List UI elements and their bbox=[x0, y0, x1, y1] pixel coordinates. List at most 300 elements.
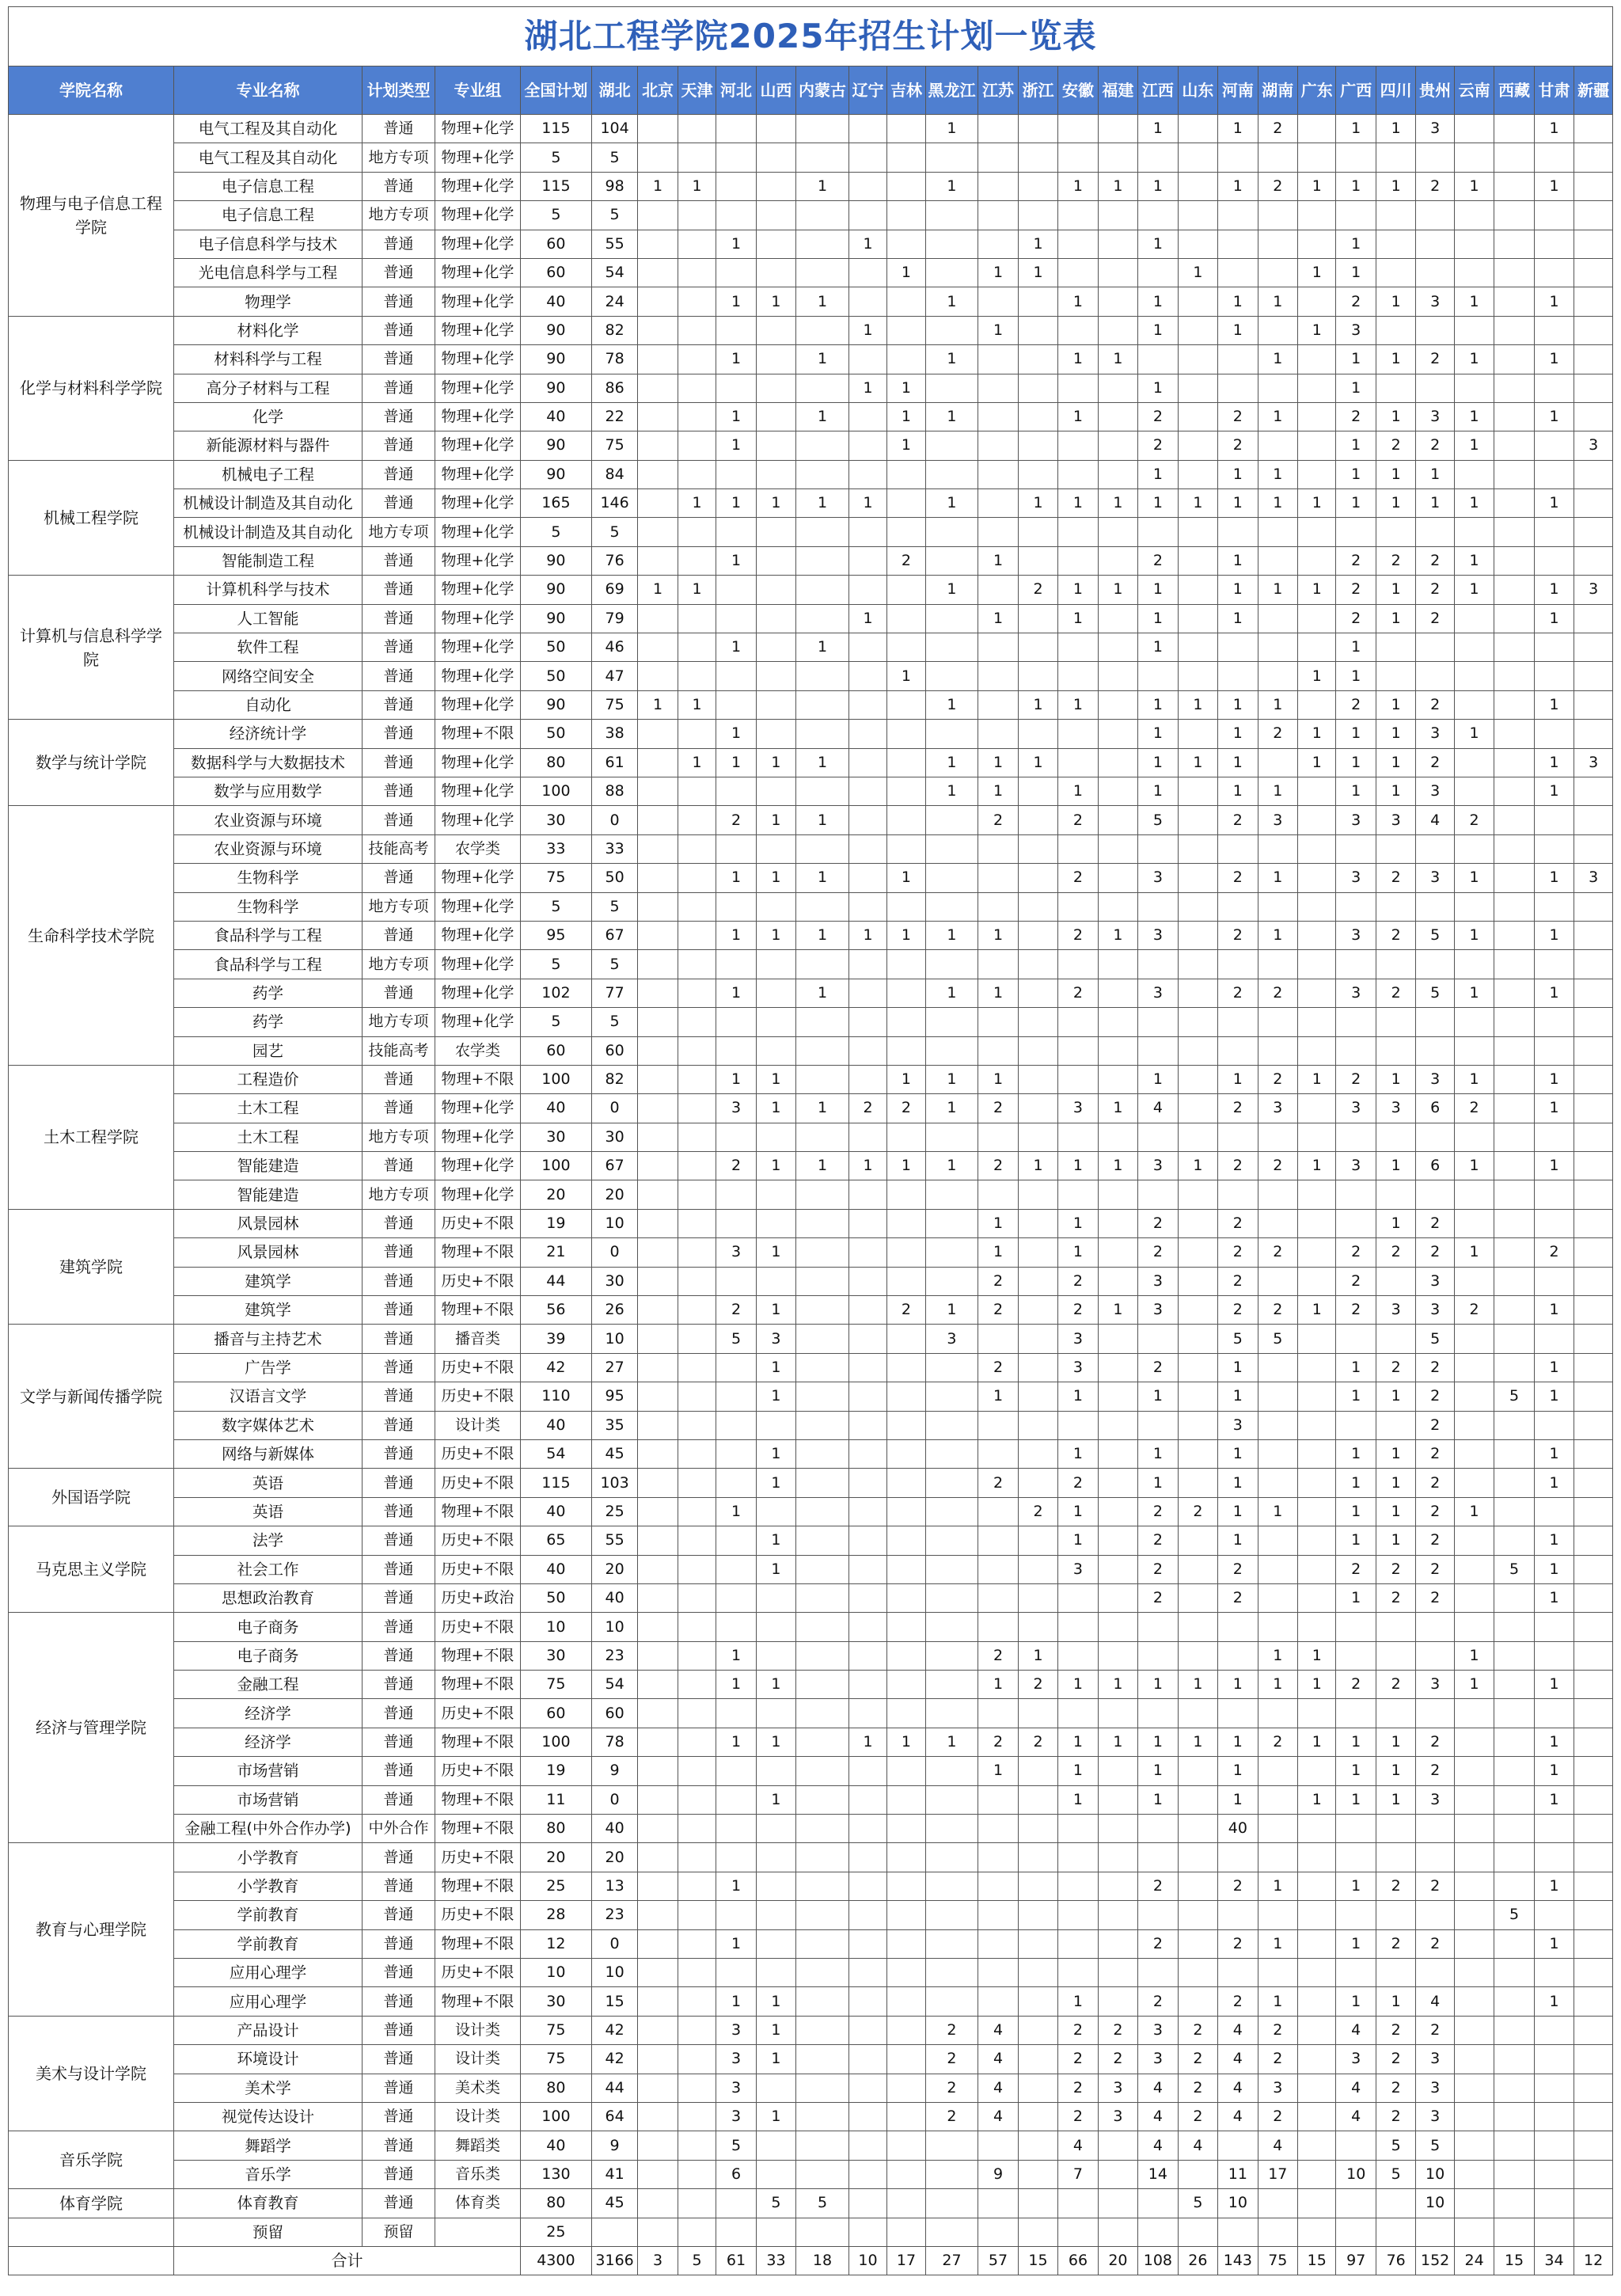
province-quota bbox=[716, 1353, 756, 1382]
province-quota bbox=[1416, 2218, 1454, 2246]
province-quota bbox=[1574, 1785, 1613, 1814]
province-quota bbox=[925, 1036, 978, 1065]
province-quota bbox=[1574, 1469, 1613, 1497]
province-quota bbox=[1494, 258, 1534, 287]
national-plan: 100 bbox=[520, 1728, 591, 1756]
province-quota bbox=[1574, 1555, 1613, 1583]
province-quota: 67 bbox=[591, 921, 638, 949]
province-quota bbox=[1574, 777, 1613, 805]
province-quota: 1 bbox=[1376, 1728, 1415, 1756]
province-quota bbox=[638, 1757, 678, 1785]
province-quota bbox=[978, 950, 1018, 979]
province-quota: 3 bbox=[1138, 1152, 1178, 1180]
province-quota: 10 bbox=[1336, 2160, 1376, 2188]
plan-type: 普通 bbox=[363, 576, 435, 604]
plan-type: 普通 bbox=[363, 431, 435, 460]
province-quota bbox=[1376, 1815, 1415, 1843]
province-quota bbox=[1494, 950, 1534, 979]
province-quota bbox=[1258, 1123, 1297, 1151]
province-quota: 1 bbox=[796, 489, 849, 518]
province-quota bbox=[678, 1411, 716, 1439]
province-quota: 103 bbox=[591, 1469, 638, 1497]
province-quota bbox=[978, 662, 1018, 690]
province-quota: 1 bbox=[1298, 1065, 1336, 1093]
province-quota: 1 bbox=[1258, 1929, 1297, 1958]
province-quota bbox=[638, 1815, 678, 1843]
subject-group: 历史+不限 bbox=[435, 1209, 520, 1237]
major-name: 网络空间安全 bbox=[173, 662, 362, 690]
major-name: 电子商务 bbox=[173, 1641, 362, 1670]
province-quota: 55 bbox=[591, 230, 638, 258]
province-quota bbox=[756, 1872, 795, 1900]
national-plan: 90 bbox=[520, 690, 591, 719]
table-row bbox=[9, 374, 1613, 402]
province-quota bbox=[1138, 834, 1178, 863]
province-quota bbox=[1416, 518, 1454, 546]
province-quota: 82 bbox=[591, 316, 638, 344]
table-row bbox=[9, 1641, 1613, 1670]
province-quota bbox=[638, 1123, 678, 1151]
province-quota: 3 bbox=[1416, 115, 1454, 143]
province-quota bbox=[796, 1382, 849, 1411]
province-quota: 1 bbox=[1098, 345, 1137, 374]
province-quota bbox=[848, 1036, 886, 1065]
national-plan: 90 bbox=[520, 604, 591, 633]
table-row bbox=[9, 1785, 1613, 1814]
province-quota bbox=[1218, 633, 1258, 662]
province-quota bbox=[1416, 834, 1454, 863]
province-quota: 3 bbox=[1416, 1267, 1454, 1295]
province-quota bbox=[1534, 806, 1574, 834]
province-quota bbox=[848, 748, 886, 777]
province-quota bbox=[1534, 1497, 1574, 1526]
province-quota bbox=[756, 1843, 795, 1872]
province-quota bbox=[1258, 1699, 1297, 1728]
plan-type: 普通 bbox=[363, 374, 435, 402]
province-quota bbox=[1218, 1180, 1258, 1209]
province-quota: 1 bbox=[1098, 576, 1137, 604]
province-quota bbox=[1298, 1699, 1336, 1728]
province-quota bbox=[638, 402, 678, 431]
total-value: 3166 bbox=[591, 2246, 638, 2275]
province-quota: 5 bbox=[591, 892, 638, 921]
province-quota: 6 bbox=[1416, 1152, 1454, 1180]
major-name: 金融工程 bbox=[173, 1671, 362, 1699]
province-quota: 1 bbox=[1218, 460, 1258, 488]
province-quota: 1 bbox=[1534, 1757, 1574, 1785]
province-quota bbox=[1018, 1382, 1057, 1411]
province-quota: 1 bbox=[1018, 230, 1057, 258]
province-quota: 79 bbox=[591, 604, 638, 633]
province-quota bbox=[678, 1671, 716, 1699]
province-quota bbox=[925, 1353, 978, 1382]
province-quota bbox=[1218, 201, 1258, 230]
plan-type: 普通 bbox=[363, 1526, 435, 1555]
province-quota bbox=[1258, 1757, 1297, 1785]
province-quota bbox=[887, 518, 925, 546]
province-quota: 1 bbox=[925, 489, 978, 518]
province-quota bbox=[1098, 1123, 1137, 1151]
province-quota bbox=[1138, 892, 1178, 921]
province-quota: 1 bbox=[1138, 1757, 1178, 1785]
province-quota bbox=[925, 633, 978, 662]
province-quota: 1 bbox=[925, 1065, 978, 1093]
province-quota: 2 bbox=[1336, 546, 1376, 575]
province-quota: 1 bbox=[1376, 1439, 1415, 1468]
province-quota: 3 bbox=[1218, 1411, 1258, 1439]
province-quota bbox=[1018, 1901, 1057, 1929]
province-quota bbox=[1494, 1469, 1534, 1497]
province-quota: 1 bbox=[925, 402, 978, 431]
province-quota bbox=[1178, 1699, 1217, 1728]
national-plan: 30 bbox=[520, 1123, 591, 1151]
province-quota: 1 bbox=[756, 287, 795, 316]
province-quota bbox=[1574, 1526, 1613, 1555]
province-quota bbox=[1098, 431, 1137, 460]
province-quota bbox=[1298, 1843, 1336, 1872]
province-quota: 2 bbox=[887, 1094, 925, 1123]
province-quota: 3 bbox=[1058, 1555, 1098, 1583]
province-quota bbox=[978, 2189, 1018, 2218]
province-quota bbox=[1098, 1815, 1137, 1843]
province-quota: 1 bbox=[1058, 1671, 1098, 1699]
province-quota: 1 bbox=[1376, 777, 1415, 805]
province-quota bbox=[1058, 1959, 1098, 1987]
province-quota: 3 bbox=[716, 2045, 756, 2074]
province-quota bbox=[1258, 374, 1297, 402]
province-quota bbox=[716, 1815, 756, 1843]
province-quota bbox=[1258, 258, 1297, 287]
major-name: 广告学 bbox=[173, 1353, 362, 1382]
province-quota bbox=[1298, 345, 1336, 374]
province-quota bbox=[1454, 1785, 1494, 1814]
province-quota: 1 bbox=[925, 748, 978, 777]
province-quota bbox=[887, 2131, 925, 2160]
subject-group: 物理+不限 bbox=[435, 1987, 520, 2016]
province-quota: 3 bbox=[1376, 1296, 1415, 1325]
table-row bbox=[9, 1469, 1613, 1497]
college-name: 土木工程学院 bbox=[9, 1065, 174, 1209]
province-quota: 1 bbox=[1218, 1469, 1258, 1497]
national-plan: 11 bbox=[520, 1785, 591, 1814]
province-quota: 9 bbox=[591, 1757, 638, 1785]
province-quota: 2 bbox=[1218, 1872, 1258, 1900]
province-quota bbox=[638, 287, 678, 316]
province-quota bbox=[978, 1583, 1018, 1612]
province-quota: 1 bbox=[796, 921, 849, 949]
major-name: 药学 bbox=[173, 979, 362, 1007]
province-quota: 1 bbox=[887, 258, 925, 287]
province-quota bbox=[1298, 1613, 1336, 1641]
subject-group: 农学类 bbox=[435, 834, 520, 863]
province-quota bbox=[887, 1497, 925, 1526]
national-plan: 40 bbox=[520, 1497, 591, 1526]
province-quota bbox=[978, 864, 1018, 892]
province-quota bbox=[1494, 1123, 1534, 1151]
plan-type: 普通 bbox=[363, 1987, 435, 2016]
province-quota: 2 bbox=[1058, 2016, 1098, 2044]
province-quota: 1 bbox=[1336, 1757, 1376, 1785]
province-quota bbox=[1098, 1036, 1137, 1065]
province-quota bbox=[1098, 518, 1137, 546]
province-quota: 1 bbox=[1218, 690, 1258, 719]
province-quota bbox=[1258, 431, 1297, 460]
table-row bbox=[9, 143, 1613, 172]
province-quota: 4 bbox=[978, 2102, 1018, 2131]
province-quota bbox=[887, 1671, 925, 1699]
province-quota bbox=[887, 1583, 925, 1612]
province-quota: 2 bbox=[1534, 1238, 1574, 1267]
province-quota: 2 bbox=[1218, 431, 1258, 460]
province-quota bbox=[1298, 864, 1336, 892]
province-quota bbox=[638, 950, 678, 979]
table-row bbox=[9, 633, 1613, 662]
national-plan: 100 bbox=[520, 1065, 591, 1093]
province-quota: 2 bbox=[1376, 1555, 1415, 1583]
subject-group: 物理+化学 bbox=[435, 402, 520, 431]
province-quota bbox=[638, 1008, 678, 1036]
province-quota bbox=[1416, 1699, 1454, 1728]
province-quota bbox=[1178, 864, 1217, 892]
province-quota bbox=[1298, 1353, 1336, 1382]
subject-group: 历史+不限 bbox=[435, 1526, 520, 1555]
province-quota: 2 bbox=[1258, 2016, 1297, 2044]
province-quota bbox=[1534, 1699, 1574, 1728]
plan-type: 普通 bbox=[363, 1671, 435, 1699]
province-quota bbox=[1178, 1238, 1217, 1267]
province-quota bbox=[1534, 2218, 1574, 2246]
province-quota: 2 bbox=[887, 1296, 925, 1325]
major-name: 网络与新媒体 bbox=[173, 1439, 362, 1468]
province-quota bbox=[1574, 1238, 1613, 1267]
subject-group: 舞蹈类 bbox=[435, 2131, 520, 2160]
province-quota: 75 bbox=[591, 431, 638, 460]
province-quota: 1 bbox=[1454, 402, 1494, 431]
province-quota bbox=[638, 1411, 678, 1439]
province-quota bbox=[1534, 1180, 1574, 1209]
province-quota bbox=[1574, 1959, 1613, 1987]
subject-group: 物理+化学 bbox=[435, 864, 520, 892]
province-quota bbox=[1058, 1872, 1098, 1900]
subject-group: 物理+化学 bbox=[435, 979, 520, 1007]
province-quota bbox=[678, 633, 716, 662]
province-quota bbox=[1178, 1296, 1217, 1325]
province-quota: 1 bbox=[796, 979, 849, 1007]
province-quota: 1 bbox=[1218, 489, 1258, 518]
province-quota bbox=[678, 950, 716, 979]
table-row bbox=[9, 834, 1613, 863]
province-quota: 1 bbox=[1336, 1728, 1376, 1756]
province-quota: 1 bbox=[716, 230, 756, 258]
province-quota: 2 bbox=[978, 1267, 1018, 1295]
subject-group: 物理+不限 bbox=[435, 1785, 520, 1814]
province-quota bbox=[1454, 892, 1494, 921]
province-quota bbox=[756, 1901, 795, 1929]
national-plan: 50 bbox=[520, 720, 591, 748]
province-quota bbox=[1376, 1613, 1415, 1641]
major-name: 视觉传达设计 bbox=[173, 2102, 362, 2131]
province-quota bbox=[1018, 1411, 1057, 1439]
province-quota bbox=[1218, 518, 1258, 546]
province-quota: 2 bbox=[1416, 1728, 1454, 1756]
province-quota bbox=[1298, 1094, 1336, 1123]
province-quota: 2 bbox=[978, 1094, 1018, 1123]
province-quota bbox=[1098, 546, 1137, 575]
table-row bbox=[9, 1325, 1613, 1353]
table-row bbox=[9, 1987, 1613, 2016]
province-quota: 2 bbox=[1138, 1872, 1178, 1900]
college-name: 文学与新闻传播学院 bbox=[9, 1325, 174, 1469]
province-quota bbox=[978, 1497, 1018, 1526]
subject-group: 历史+不限 bbox=[435, 1901, 520, 1929]
province-quota bbox=[638, 546, 678, 575]
province-quota bbox=[678, 1929, 716, 1958]
plan-type: 普通 bbox=[363, 1728, 435, 1756]
province-quota: 1 bbox=[1376, 402, 1415, 431]
province-quota bbox=[925, 316, 978, 344]
province-quota: 1 bbox=[1298, 662, 1336, 690]
total-value: 33 bbox=[756, 2246, 795, 2275]
province-quota bbox=[638, 864, 678, 892]
province-quota bbox=[848, 172, 886, 200]
province-quota bbox=[1376, 1267, 1415, 1295]
province-quota bbox=[1258, 1008, 1297, 1036]
province-quota bbox=[716, 1699, 756, 1728]
province-quota bbox=[716, 1267, 756, 1295]
province-quota bbox=[1454, 1180, 1494, 1209]
province-quota bbox=[1018, 1929, 1057, 1958]
province-quota: 1 bbox=[1534, 1152, 1574, 1180]
province-quota bbox=[887, 1785, 925, 1814]
province-quota: 4 bbox=[1138, 1094, 1178, 1123]
province-quota bbox=[678, 979, 716, 1007]
province-quota bbox=[1298, 633, 1336, 662]
province-quota: 0 bbox=[591, 806, 638, 834]
column-header: 计划类型 bbox=[363, 67, 435, 115]
major-name: 智能制造工程 bbox=[173, 546, 362, 575]
province-quota bbox=[1574, 1353, 1613, 1382]
province-quota: 5 bbox=[1416, 921, 1454, 949]
table-row bbox=[9, 1008, 1613, 1036]
province-quota: 5 bbox=[756, 2189, 795, 2218]
province-quota bbox=[1574, 1152, 1613, 1180]
province-quota bbox=[1336, 1815, 1376, 1843]
province-quota: 2 bbox=[1336, 1065, 1376, 1093]
total-value: 18 bbox=[796, 2246, 849, 2275]
province-quota: 2 bbox=[1416, 690, 1454, 719]
table-row bbox=[9, 864, 1613, 892]
province-quota: 23 bbox=[591, 1641, 638, 1670]
province-quota: 1 bbox=[716, 748, 756, 777]
province-quota: 1 bbox=[1058, 1497, 1098, 1526]
province-quota bbox=[716, 2218, 756, 2246]
college-name: 建筑学院 bbox=[9, 1209, 174, 1325]
province-quota bbox=[925, 1583, 978, 1612]
province-quota: 1 bbox=[1534, 1296, 1574, 1325]
province-quota: 4 bbox=[1218, 2045, 1258, 2074]
province-quota bbox=[1298, 1267, 1336, 1295]
province-quota bbox=[678, 1439, 716, 1468]
national-plan: 5 bbox=[520, 1008, 591, 1036]
province-quota: 23 bbox=[591, 1901, 638, 1929]
province-quota: 1 bbox=[796, 806, 849, 834]
total-value: 4300 bbox=[520, 2246, 591, 2275]
table-row bbox=[9, 1929, 1613, 1958]
province-quota bbox=[1494, 1353, 1534, 1382]
national-plan: 90 bbox=[520, 431, 591, 460]
province-quota bbox=[1018, 777, 1057, 805]
province-quota bbox=[1138, 1613, 1178, 1641]
province-quota: 1 bbox=[1218, 1728, 1258, 1756]
province-quota bbox=[887, 633, 925, 662]
province-quota bbox=[1098, 834, 1137, 863]
province-quota bbox=[848, 1209, 886, 1237]
province-quota: 1 bbox=[1058, 1209, 1098, 1237]
province-quota bbox=[1574, 143, 1613, 172]
column-header: 四川 bbox=[1376, 67, 1415, 115]
province-quota bbox=[638, 604, 678, 633]
province-quota bbox=[1098, 460, 1137, 488]
province-quota: 1 bbox=[1454, 1152, 1494, 1180]
province-quota bbox=[756, 1123, 795, 1151]
province-quota bbox=[1178, 1757, 1217, 1785]
province-quota: 5 bbox=[591, 201, 638, 230]
province-quota bbox=[796, 546, 849, 575]
province-quota bbox=[848, 518, 886, 546]
table-row bbox=[9, 892, 1613, 921]
subject-group: 物理+化学 bbox=[435, 662, 520, 690]
major-name: 风景园林 bbox=[173, 1238, 362, 1267]
province-quota: 1 bbox=[678, 489, 716, 518]
province-quota bbox=[848, 662, 886, 690]
province-quota: 1 bbox=[978, 777, 1018, 805]
province-quota: 1 bbox=[978, 1065, 1018, 1093]
province-quota bbox=[1336, 2131, 1376, 2160]
province-quota bbox=[1258, 950, 1297, 979]
plan-type: 普通 bbox=[363, 1267, 435, 1295]
province-quota bbox=[848, 1641, 886, 1670]
province-quota bbox=[678, 201, 716, 230]
province-quota bbox=[1258, 662, 1297, 690]
province-quota: 2 bbox=[1138, 1929, 1178, 1958]
province-quota bbox=[796, 1180, 849, 1209]
province-quota bbox=[1218, 1036, 1258, 1065]
province-quota bbox=[1258, 316, 1297, 344]
province-quota bbox=[848, 546, 886, 575]
province-quota bbox=[638, 2131, 678, 2160]
table-row bbox=[9, 806, 1613, 834]
table-row bbox=[9, 316, 1613, 344]
province-quota: 2 bbox=[925, 2102, 978, 2131]
province-quota bbox=[1018, 172, 1057, 200]
province-quota bbox=[1178, 1613, 1217, 1641]
major-name: 风景园林 bbox=[173, 1209, 362, 1237]
province-quota bbox=[978, 345, 1018, 374]
column-header: 专业名称 bbox=[173, 67, 362, 115]
plan-type: 普通 bbox=[363, 460, 435, 488]
province-quota: 2 bbox=[1416, 604, 1454, 633]
province-quota bbox=[1376, 230, 1415, 258]
province-quota bbox=[1298, 2189, 1336, 2218]
province-quota: 2 bbox=[925, 2045, 978, 2074]
province-quota bbox=[1494, 1036, 1534, 1065]
province-quota bbox=[1494, 1094, 1534, 1123]
province-quota bbox=[756, 1411, 795, 1439]
subject-group: 音乐类 bbox=[435, 2160, 520, 2188]
province-quota bbox=[1574, 172, 1613, 200]
province-quota bbox=[1018, 374, 1057, 402]
province-quota bbox=[1376, 316, 1415, 344]
